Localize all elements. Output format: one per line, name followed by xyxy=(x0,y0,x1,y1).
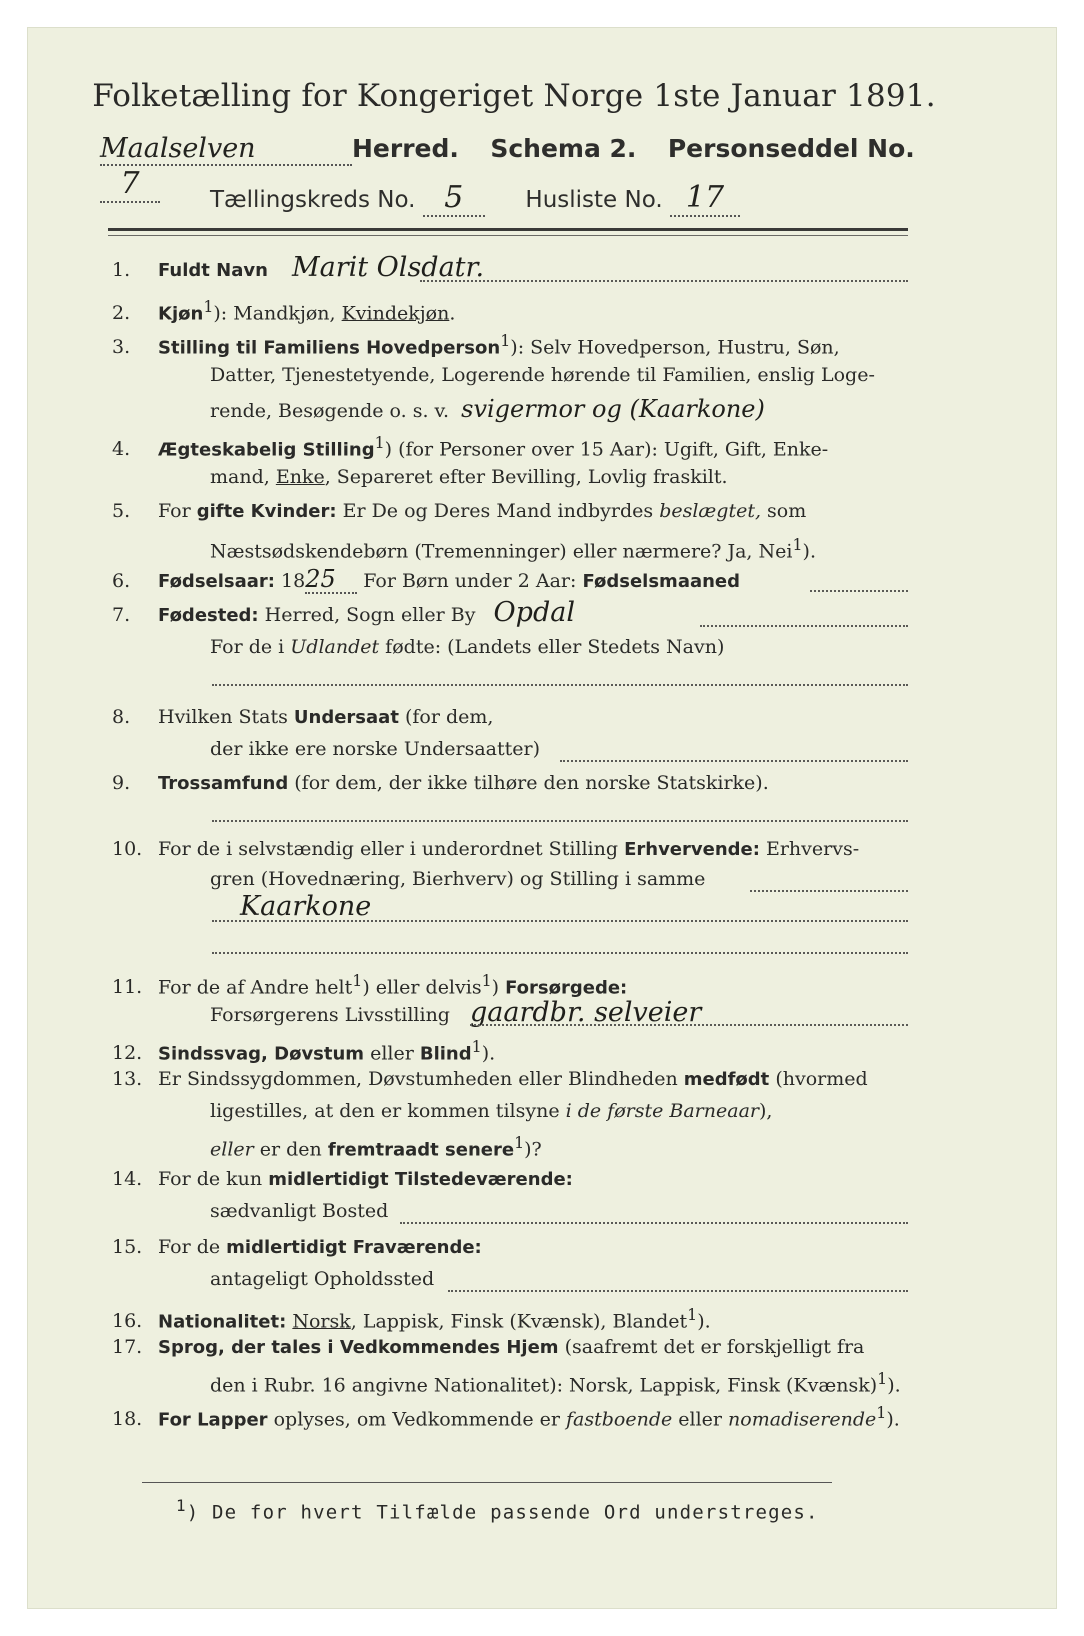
question-4 xyxy=(100,430,920,463)
question-label: Sprog, der tales i Vedkommendes Hjem xyxy=(158,1337,559,1358)
question-label: midlertidigt Tilstedeværende: xyxy=(268,1169,573,1190)
question-text: For de i selvstændig eller i underordnet Stilling xyxy=(158,838,625,860)
question-3-line2: Datter, Tjenestetyende, Logerende hørende til Familien, enslig Loge- xyxy=(210,364,875,386)
fill-line xyxy=(400,1222,908,1224)
question-text: eller xyxy=(210,1138,254,1161)
footnote-ref: 1 xyxy=(514,1133,525,1152)
question-number: 12. xyxy=(112,1042,143,1065)
question-text: eller xyxy=(364,1042,420,1065)
question-13-line3 xyxy=(100,1130,1030,1163)
question-text: (for dem, der ikke tilhøre den norske Statskirke). xyxy=(288,772,769,794)
question-label: fremtraadt senere xyxy=(327,1139,515,1161)
question-text: Erhvervs- xyxy=(759,838,860,860)
footnote-text: ) De for hvert Tilfælde passende Ord understreges. xyxy=(186,1501,819,1524)
kreds-number: 5 xyxy=(423,180,485,217)
question-number: 17. xyxy=(112,1336,143,1358)
personseddel-label: Personseddel No. xyxy=(667,134,915,163)
question-text: ) xyxy=(491,976,506,999)
question-text: ). xyxy=(887,1374,901,1397)
question-13 xyxy=(100,1066,920,1093)
footnote-ref: 1 xyxy=(876,1403,887,1422)
footnote-ref: 1 xyxy=(481,971,492,990)
question-text: den i Rubr. 16 angivne Nationalitet): Norsk, Lappisk, Finsk (Kvænsk) xyxy=(210,1374,878,1397)
question-17-line2 xyxy=(100,1366,1030,1398)
question-text: ). xyxy=(802,540,816,563)
question-text: eller xyxy=(672,1408,729,1431)
question-text: (saafremt det er forskjelligt fra xyxy=(558,1336,865,1358)
fill-line xyxy=(212,952,908,954)
question-text: For de af Andre helt xyxy=(158,976,353,999)
question-number: 5. xyxy=(112,500,131,522)
question-9 xyxy=(100,770,920,797)
question-label: For Lapper xyxy=(158,1409,268,1431)
question-number: 10. xyxy=(112,838,143,860)
question-number: 2. xyxy=(112,302,131,325)
fill-line xyxy=(560,760,908,762)
footnote-ref: 1 xyxy=(374,433,385,452)
question-text: ) eller delvis xyxy=(362,976,482,999)
husliste-number: 17 xyxy=(670,180,740,217)
question-8-line2: der ikke ere norske Undersaatter) xyxy=(210,738,540,760)
question-label: Forsørgede: xyxy=(505,977,628,999)
footnote-ref: 1 xyxy=(471,1037,482,1056)
question-text: ). xyxy=(886,1408,900,1431)
herred-label: Herred. xyxy=(352,134,459,163)
question-5 xyxy=(100,498,920,525)
header-rule-thin xyxy=(108,235,908,236)
question-label: Fødselsmaaned xyxy=(582,571,741,592)
question-label: Erhvervende: xyxy=(624,839,760,860)
question-text: er den xyxy=(253,1138,328,1161)
question-text: som xyxy=(761,500,807,522)
question-text: Forsørgerens Livsstilling xyxy=(210,1004,450,1026)
fill-line xyxy=(420,280,908,282)
option-text: . xyxy=(449,302,456,325)
question-text: rende, Besøgende o. s. v. xyxy=(210,400,450,422)
answer-relation: svigermor og (Kaarkone) xyxy=(461,395,765,423)
question-text: ): Selv Hovedperson, Hustru, Søn, xyxy=(510,336,840,359)
question-text: beslægtet, xyxy=(659,500,762,522)
question-number: 3. xyxy=(112,336,131,359)
question-label: Trossamfund xyxy=(158,773,289,794)
personseddel-number: 7 xyxy=(100,166,160,203)
footnote-rule xyxy=(142,1482,832,1483)
option-text: ). xyxy=(697,1310,711,1333)
question-text: For Børn under 2 Aar: xyxy=(357,570,583,592)
question-number: 14. xyxy=(112,1168,143,1190)
question-number: 4. xyxy=(112,438,131,461)
question-4-line2 xyxy=(100,464,1030,490)
footnote-ref: 1 xyxy=(877,1369,888,1388)
question-3 xyxy=(100,328,920,361)
question-text: Næstsødskendebørn (Tremenninger) eller nærmere? Ja, Nei xyxy=(210,540,793,563)
question-14-line2: sædvanligt Bosted xyxy=(210,1200,389,1222)
question-15-line2: antageligt Opholdssted xyxy=(210,1268,435,1290)
answer-name: Marit Olsdatr. xyxy=(291,252,485,283)
question-text: Udlandet xyxy=(290,636,380,658)
question-text: Er De og Deres Mand indbyrdes xyxy=(336,500,660,522)
answer-occupation: Kaarkone xyxy=(240,891,372,922)
option-text: , Lappisk, Finsk (Kvænsk), Blandet xyxy=(350,1310,688,1333)
question-number: 9. xyxy=(112,772,131,794)
question-17 xyxy=(100,1334,920,1361)
question-text: oplyses, om Vedkommende er xyxy=(267,1408,566,1431)
question-label: medfødt xyxy=(683,1069,770,1090)
question-text: Herred, Sogn eller By xyxy=(258,604,476,626)
option-selected: Enke xyxy=(275,466,325,488)
question-13-line2 xyxy=(100,1098,1030,1124)
question-text: (for dem, xyxy=(398,706,494,728)
question-number: 11. xyxy=(112,976,143,999)
fill-line xyxy=(448,1290,908,1292)
form-title: Folketælling for Kongeriget Norge 1ste Januar 1891. xyxy=(92,78,936,114)
footnote-marker: 1 xyxy=(176,1496,187,1515)
question-label: Fuldt Navn xyxy=(158,260,268,281)
answer-birthplace: Opdal xyxy=(493,597,575,628)
question-text: ) (for Personer over 15 Aar): Ugift, Gift, Enke- xyxy=(384,438,829,461)
question-6 xyxy=(100,566,920,595)
herred-name: Maalselven xyxy=(100,133,352,166)
question-label: Stilling til Familiens Hovedperson xyxy=(158,337,501,359)
question-number: 15. xyxy=(112,1236,143,1258)
question-number: 13. xyxy=(112,1068,143,1090)
question-7-line2 xyxy=(100,634,1030,660)
option-text: mand, xyxy=(210,466,276,488)
fill-line xyxy=(700,625,908,627)
question-number: 18. xyxy=(112,1408,143,1431)
question-label: Kjøn xyxy=(158,303,204,325)
question-text: )? xyxy=(524,1138,542,1161)
header-rule xyxy=(108,228,908,231)
kreds-label: Tællingskreds No. xyxy=(210,187,416,213)
question-label: gifte Kvinder: xyxy=(196,501,337,522)
question-14 xyxy=(100,1166,920,1193)
fill-line xyxy=(810,590,908,592)
footnote xyxy=(176,1496,819,1523)
question-text: Er Sindssygdommen, Døvstumheden eller Blindheden xyxy=(158,1068,684,1090)
question-text: ligestilles, at den er kommen tilsyne xyxy=(210,1100,566,1122)
question-text: i de første Barneaar xyxy=(565,1100,759,1122)
option-selected: Norsk xyxy=(292,1310,351,1333)
question-5-line2 xyxy=(100,532,1030,564)
fill-line xyxy=(212,920,908,922)
header-kreds-line xyxy=(210,180,930,217)
schema-label: Schema 2. xyxy=(490,134,637,163)
answer-provider-occupation: gaardbr. selveier xyxy=(470,997,702,1028)
question-label: midlertidigt Fraværende: xyxy=(226,1237,482,1258)
question-text: ), xyxy=(759,1100,773,1122)
fill-line xyxy=(750,890,908,892)
question-text: 18 xyxy=(275,570,306,592)
footnote-ref: 1 xyxy=(792,535,803,554)
question-15 xyxy=(100,1234,920,1261)
question-16 xyxy=(100,1302,920,1335)
question-text: ). xyxy=(481,1042,496,1065)
question-label: Sindssvag, Døvstum xyxy=(158,1043,365,1065)
fill-line xyxy=(212,820,908,822)
question-18 xyxy=(100,1400,920,1433)
question-text: Hvilken Stats xyxy=(158,706,294,728)
question-text: fødte: (Landets eller Stedets Navn) xyxy=(379,636,725,658)
question-text: fastboende xyxy=(565,1408,673,1431)
question-8 xyxy=(100,704,920,731)
question-10 xyxy=(100,836,920,863)
option-text: ): Mandkjøn, xyxy=(213,302,342,325)
question-label: Fødested: xyxy=(158,605,259,626)
option-text: , Separeret efter Bevilling, Lovlig fraskilt. xyxy=(324,466,728,488)
fill-line xyxy=(212,684,908,686)
question-label: Blind xyxy=(419,1043,472,1065)
question-number: 16. xyxy=(112,1310,143,1333)
question-text: nomadiserende xyxy=(728,1408,877,1431)
question-label: Fødselsaar: xyxy=(158,571,275,592)
question-number: 7. xyxy=(112,604,131,626)
question-10-line2: gren (Hovednæring, Bierhverv) og Stilling i samme xyxy=(210,868,706,890)
footnote-ref: 1 xyxy=(352,971,363,990)
question-3-line3 xyxy=(100,396,1030,424)
fill-line xyxy=(470,1024,908,1026)
question-text: For de i xyxy=(210,636,291,658)
footnote-ref: 1 xyxy=(687,1305,698,1324)
question-label: Undersaat xyxy=(293,707,399,728)
question-number: 1. xyxy=(112,259,131,281)
question-12 xyxy=(100,1034,920,1067)
question-label: Ægteskabelig Stilling xyxy=(158,439,375,461)
question-label: Nationalitet: xyxy=(158,1311,287,1333)
question-number: 8. xyxy=(112,706,131,728)
footnote-ref: 1 xyxy=(203,297,214,316)
question-text: For de xyxy=(158,1236,227,1258)
question-10-answer-line xyxy=(100,891,1030,922)
question-2 xyxy=(100,294,920,327)
question-number: 6. xyxy=(112,570,131,592)
answer-birth-year: 25 xyxy=(305,566,357,594)
question-text: For xyxy=(158,500,197,522)
option-selected: Kvindekjøn xyxy=(341,302,450,325)
footnote-ref: 1 xyxy=(500,331,511,350)
question-text: For de kun xyxy=(158,1168,269,1190)
question-text: (hvormed xyxy=(769,1068,868,1090)
husliste-label: Husliste No. xyxy=(525,187,663,213)
